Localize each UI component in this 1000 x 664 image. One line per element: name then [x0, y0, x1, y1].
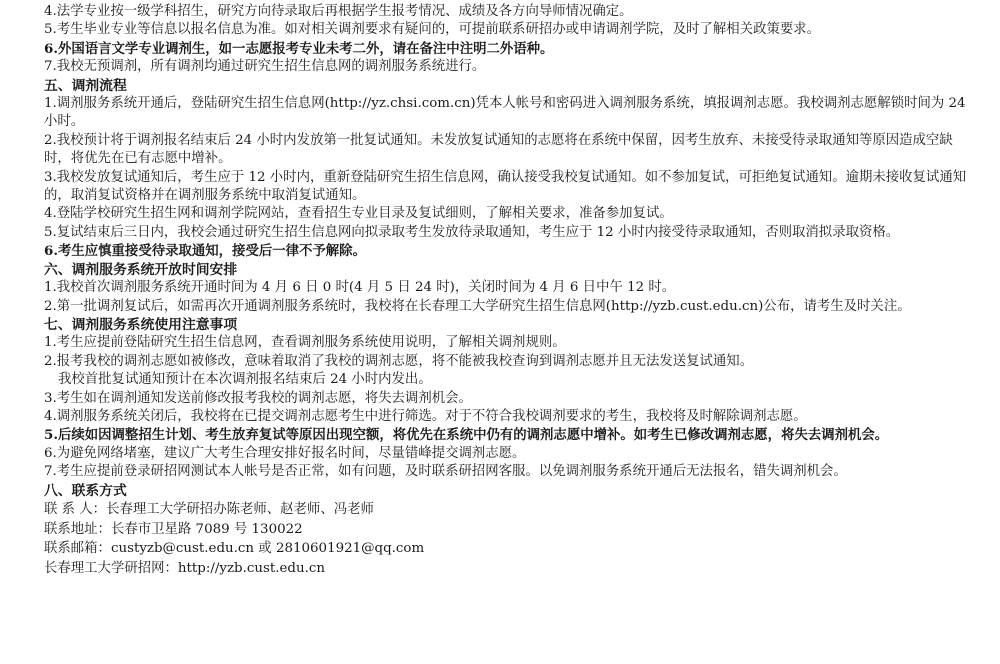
paragraph-line: 3.考生如在调剂通知发送前修改报考我校的调剂志愿，将失去调剂机会。: [44, 390, 472, 406]
paragraph-line: 2.我校预计将于调剂报名结束后 24 小时内发放第一批复试通知。未发放复试通知的志愿将在系统中保留，因考生放弃、未接受待录取通知等原因造成空缺时，将优先在已有志愿中增补。: [44, 132, 953, 167]
paragraph-line: 4.登陆学校研究生招生网和调剂学院网站，查看招生专业目录及复试细则，了解相关要求，准备参加复试。: [44, 206, 673, 222]
paragraph-line: 1.调剂服务系统开通后，登陆研究生招生信息网(http://yz.chsi.com.cn)凭本人帐号和密码进入调剂服务系统，填报调剂志愿。我校调剂志愿解锁时间为 24 小时。: [44, 96, 966, 130]
paragraph-line: 2.第一批调剂复试后，如需再次开通调剂服务系统时，我校将在长春理工大学研究生招生信息网(http://yzb.cust.edu.cn)公布，请考生及时关注。: [44, 298, 911, 314]
contact-line: 长春理工大学研招网：http://yzb.cust.edu.cn: [44, 560, 325, 576]
paragraph-line: 5.考生毕业专业等信息以报名信息为准。如对相关调剂要求有疑问的，可提前联系研招办或申请调剂学院，及时了解相关政策要求。: [44, 22, 821, 38]
paragraph-line: 4.调剂服务系统关闭后，我校将在已提交调剂志愿考生中进行筛选。对于不符合我校调剂要求的考生，我校将及时解除调剂志愿。: [44, 408, 807, 424]
paragraph-line: 5.复试结束后三日内，我校会通过研究生招生信息网向拟录取考生发放待录取通知，考生应于 12 小时内接受待录取通知，否则取消拟录取资格。: [44, 224, 900, 240]
bold-notice-line: 5.后续如因调整招生计划、考生放弃复试等原因出现空额，将优先在系统中仍有的调剂志愿中增补。如考生已修改调剂志愿，将失去调剂机会。: [44, 427, 889, 444]
contact-line: 联系地址：长春市卫星路 7089 号 130022: [44, 521, 303, 537]
bold-notice-line: 6.考生应慎重接受待录取通知，接受后一律不予解除。: [44, 243, 366, 260]
paragraph-line: 7.我校无预调剂，所有调剂均通过研究生招生信息网的调剂服务系统进行。: [44, 59, 486, 75]
section-heading: 六、调剂服务系统开放时间安排: [44, 261, 238, 278]
bold-notice-line: 6.外国语言文学专业调剂生，如一志愿报考专业未考二外，请在备注中注明二外语种。: [44, 40, 554, 57]
paragraph-line: 2.报考我校的调剂志愿如被修改，意味着取消了我校的调剂志愿，将不能被我校查询到调剂志愿并且无法发送复试通知。: [44, 353, 754, 369]
paragraph-line: 7.考生应提前登录研招网测试本人帐号是否正常，如有问题，及时联系研招网客服。以免调剂服务系统开通后无法报名，错失调剂机会。: [44, 464, 847, 480]
paragraph-line: 6.为避免网络堵塞，建议广大考生合理安排好报名时间，尽量错峰提交调剂志愿。: [44, 445, 526, 461]
section-heading: 七、调剂服务系统使用注意事项: [44, 316, 238, 333]
paragraph-line: 我校首批复试通知预计在本次调剂报名结束后 24 小时内发出。: [58, 372, 432, 388]
section-heading: 五、调剂流程: [44, 77, 127, 94]
section-heading: 八、联系方式: [44, 482, 127, 499]
paragraph-line: 3.我校发放复试通知后，考生应于 12 小时内，重新登陆研究生招生信息网，确认接受我校复试通知。如不参加复试，可拒绝复试通知。逾期未接收复试通知的，取消复试资格并在调剂服务系统中取消复试通知。: [44, 169, 967, 204]
contact-line: 联系邮箱：custyzb@cust.edu.cn 或 2810601921@qq.com: [44, 541, 425, 557]
document-body: [44, 3, 970, 578]
contact-line: 联 系 人：长春理工大学研招办陈老师、赵老师、冯老师: [44, 501, 374, 517]
paragraph-line: 1.我校首次调剂服务系统开通时间为 4 月 6 日 0 时(4 月 5 日 24 时)，关闭时间为 4 月 6 日中午 12 时。: [44, 280, 676, 296]
paragraph-line: 4.法学专业按一级学科招生，研究方向待录取后再根据学生报考情况、成绩及各方向导师情况确定。: [44, 4, 633, 19]
paragraph-line: 1.考生应提前登陆研究生招生信息网，查看调剂服务系统使用说明，了解相关调剂规则。: [44, 335, 566, 351]
